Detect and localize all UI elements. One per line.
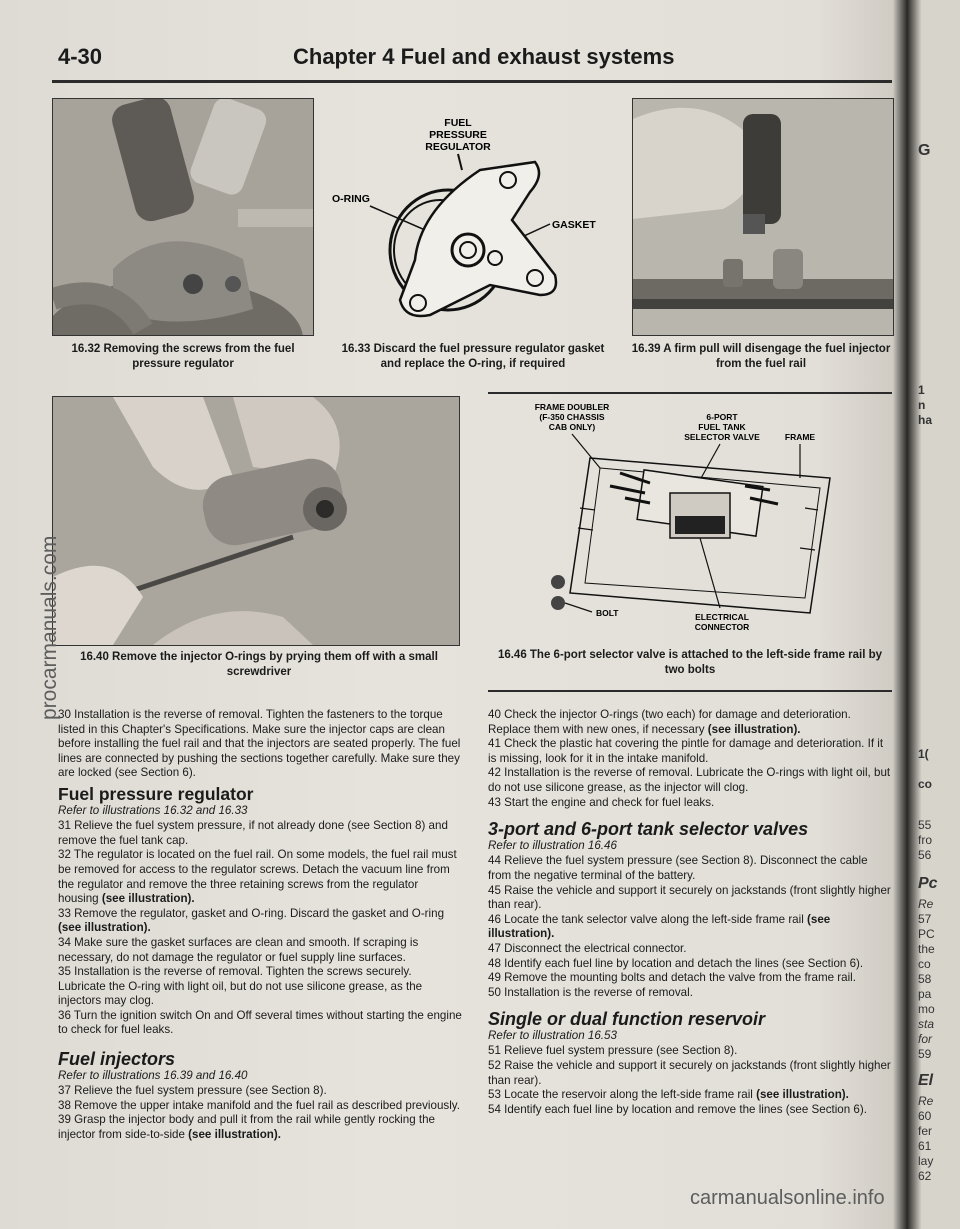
caption-16-46: 16.46 The 6-port selector valve is attached to the left-side frame rail by two bolts [497,649,883,676]
separator-mid-right [488,690,892,692]
edge-fragment: 58 [918,972,932,986]
edge-fragment: fer [918,1124,933,1138]
edge-fragment: sta [918,1017,935,1031]
para-37: 37 Relieve the fuel system pressure (see Section 8). [58,1084,327,1098]
para-46: 46 Locate the tank selector valve along the left-side frame rail (see illustration). [488,912,831,941]
edge-fragment: Pc [918,875,938,892]
edge-fragment: 55 [918,818,932,832]
right-text-column [488,708,892,1117]
para-50: 50 Installation is the reverse of removal. [488,985,693,999]
para-54: 54 Identify each fuel line by location and remove the lines (see Section 6). [488,1102,867,1116]
edge-fragment: pa [918,987,932,1001]
ref-fuel-pressure-regulator: Refer to illustrations 16.32 and 16.33 [58,803,248,817]
label-frame-doubler-3: CAB ONLY) [548,422,596,432]
ref-reservoir: Refer to illustration 16.53 [488,1028,617,1042]
caption-16-40: 16.40 Remove the injector O-rings by prying them off with a small screwdriver [80,651,438,678]
photo-16-39 [632,98,894,336]
caption-16-39: 16.39 A firm pull will disengage the fuel injector from the fuel rail [631,343,891,370]
label-electrical: ELECTRICAL [695,612,749,622]
edge-fragment: n [918,398,926,412]
para-44: 44 Relieve the fuel system pressure (see Section 8). Disconnect the cable from the negative terminal of the battery. [488,854,868,882]
edge-fragment: 56 [918,848,932,862]
edge-fragment: fro [918,833,933,847]
label-frame-doubler-2: (F-350 CHASSIS [539,412,605,422]
edge-fragment: 1 [918,383,925,397]
label-gasket: GASKET [552,219,596,231]
edge-fragment: for [918,1032,933,1046]
para-35: 35 Installation is the reverse of removal. Tighten the screws securely. Lubricate the O-ring with light oil, but do not use silicone grease, as the injectors may clog. [58,965,423,1008]
label-regulator: REGULATOR [425,141,491,153]
label-connector: CONNECTOR [694,622,750,632]
edge-fragment: PC [918,927,935,941]
edge-fragment: El [918,1072,934,1089]
para-38: 38 Remove the upper intake manifold and the fuel rail as described previously. [58,1098,460,1112]
edge-fragment: Re [918,897,934,911]
label-selector-valve: SELECTOR VALVE [684,432,760,442]
para-53: 53 Locate the reservoir along the left-side frame rail (see illustration). [488,1088,849,1102]
edge-fragment: ha [918,413,933,427]
para-49: 49 Remove the mounting bolts and detach the valve from the frame rail. [488,971,856,985]
para-30: 30 Installation is the reverse of removal. Tighten the fasteners to the torque listed in this Chapter's Specifications. Make sure the injector caps are clean before installing the fuel rail and that the injectors are seated properly. The fuel lines are connected by pushing the sections together carefully. Make sure they are locked (see Section 6). [58,708,461,780]
ref-selector-valves: Refer to illustration 16.46 [488,838,617,852]
chapter-title: Chapter 4 Fuel and exhaust systems [293,44,675,69]
photo-16-32 [52,98,314,336]
para-32: 32 The regulator is located on the fuel rail. On some models, the fuel rail must be removed for access to the regulator screws. Detach the vacuum line from the regulator and remove the three retaining screws from the regulator housing (see illustration). [58,848,457,906]
watermark-vertical: procarmanuals.com [38,535,61,720]
edge-fragment: 59 [918,1047,932,1061]
heading-selector-valves: 3-port and 6-port tank selector valves [488,819,809,840]
ref-fuel-injectors: Refer to illustrations 16.39 and 16.40 [58,1068,248,1082]
label-fuel-tank: FUEL TANK [698,422,746,432]
caption-16-33: 16.33 Discard the fuel pressure regulator gasket and replace the O-ring, if required [341,343,605,370]
edge-fragment: 62 [918,1169,932,1183]
label-o-ring: O-RING [332,193,370,205]
para-31: 31 Relieve the fuel system pressure, if not already done (see Section 8) and remove the fuel tank cap. [58,819,448,847]
label-frame: FRAME [784,432,816,442]
edge-fragment: the [918,942,935,956]
edge-fragment: 60 [918,1109,932,1123]
heading-fuel-pressure-regulator: Fuel pressure regulator [58,783,254,804]
para-36: 36 Turn the ignition switch On and Off several times without starting the engine to check for fuel leaks. [58,1008,462,1037]
photo-16-40 [52,396,460,646]
label-bolt: BOLT [596,608,619,618]
edge-fragment: 1( [918,747,929,761]
page-number: 4-30 [58,44,103,69]
edge-fragment: co [918,957,931,971]
para-47: 47 Disconnect the electrical connector. [488,941,687,955]
para-34: 34 Make sure the gasket surfaces are clean and smooth. If scraping is necessary, do not damage the regulator or fuel supply line surfaces. [58,935,419,964]
para-51: 51 Relieve fuel system pressure (see Section 8). [488,1044,738,1058]
diagram-16-33 [330,100,610,340]
edge-fragment: 61 [918,1139,932,1153]
label-pressure: PRESSURE [429,129,487,141]
para-52: 52 Raise the vehicle and support it securely on jackstands (front slightly higher than rear). [488,1059,891,1087]
para-39: 39 Grasp the injector body and pull it from the rail while gently rocking the injector from side-to-side (see illustration). [58,1113,435,1142]
left-text-column [58,708,462,1143]
para-43: 43 Start the engine and check for fuel leaks. [488,795,715,809]
label-6-port: 6-PORT [706,412,738,422]
label-frame-doubler: FRAME DOUBLER [534,402,610,412]
edge-fragment: Re [918,1094,934,1108]
header-rule [52,80,892,83]
label-fuel: FUEL [444,117,472,129]
para-48: 48 Identify each fuel line by location and detach the lines (see Section 6). [488,956,864,970]
caption-16-32: 16.32 Removing the screws from the fuel pressure regulator [71,343,295,370]
edge-fragment: mo [918,1002,935,1016]
para-41: 41 Check the plastic hat covering the pintle for damage and deterioration. If it is missing, look for it in the intake manifold. [488,737,884,765]
diagram-16-46 [500,398,880,638]
separator-top-right [488,392,892,394]
edge-fragment: lay [918,1154,934,1168]
edge-fragment: co [918,777,933,791]
para-45: 45 Raise the vehicle and support it securely on jackstands (front slightly higher than rear). [488,883,891,912]
heading-fuel-injectors: Fuel injectors [58,1049,176,1070]
para-42: 42 Installation is the reverse of removal. Lubricate the O-rings with light oil, but do not use silicone grease, as the injector will clog. [488,766,891,794]
edge-fragment: G [918,142,931,159]
para-40: 40 Check the injector O-rings (two each) for damage and deterioration. Replace them with new ones, if necessary (see illustration). [488,708,851,736]
para-33: 33 Remove the regulator, gasket and O-ring. Discard the gasket and O-ring (see illustration). [58,906,445,935]
watermark-bottom: carmanualsonline.info [690,1187,885,1209]
heading-reservoir: Single or dual function reservoir [488,1009,766,1030]
edge-fragment: 57 [918,912,932,926]
